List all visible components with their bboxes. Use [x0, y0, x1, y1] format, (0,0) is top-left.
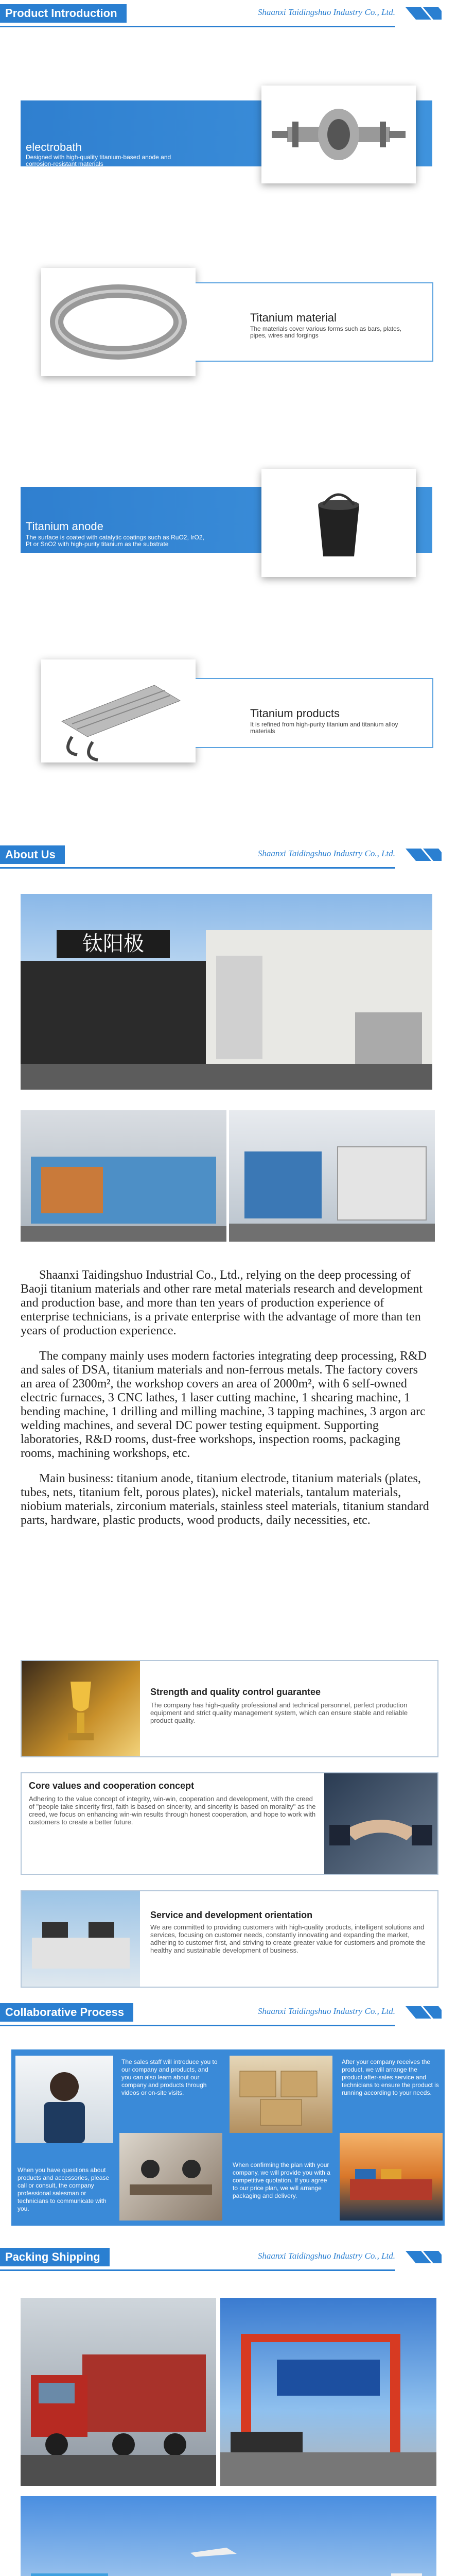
section-title: Product Introduction [0, 4, 127, 23]
product-image-titanium-material [41, 268, 196, 376]
product-desc: Designed with high-quality titanium-based anode and corrosion-resistant materials [26, 154, 171, 167]
process-image-meeting [119, 2133, 222, 2221]
company-name: Shaanxi Taidingshuo Industry Co., Ltd. [257, 7, 395, 17]
product-title: Titanium anode [26, 520, 103, 533]
divider [0, 867, 395, 869]
process-image-support [15, 2056, 113, 2143]
about-paragraph: Main business: titanium anode, titanium electrode, titanium materials (plates, tubes, nets, titanium felt, porous plates), nickel materials, tantalum materials, niobium materials, zirconium materials, stainless steel materials, titanium standard parts, hardware, plastic products, wood products, daily necessities, etc. [21, 1472, 429, 1527]
section-header-shipping [0, 2244, 457, 2270]
factory-sign: 钛阳极 [57, 930, 170, 958]
process-step-3: When confirming the plan with your company, we will provide you with a competitive quotation. If you agree to our price plan, we will arrange packaging and delivery. [233, 2161, 330, 2199]
product-desc: The surface is coated with catalytic coatings such as RuO2, IrO2, Pt or SnO2 with high-purity titanium as the substrate [26, 534, 204, 548]
product-title: Titanium material [250, 311, 337, 324]
card-desc: Adhering to the value concept of integrity, win-win, cooperation and development, with the creed of "people take sincerity first, faith is based on sincerity, and sincerity is based on morality" as the creed, we focus on enhancing win-win results through honest cooperation, and hope to work with customers to create a better future. [29, 1795, 316, 1826]
chevron-decor-icon [406, 2003, 442, 2022]
product-image-titanium-anode [261, 469, 416, 577]
factory-building-photo [21, 894, 432, 1090]
process-image-packaging [230, 2056, 332, 2133]
process-step-4: After your company receives the product, we will arrange the product after-sales service and technicians to ensure the product is running according to your needs. [342, 2058, 439, 2096]
card-title: Service and development orientation [150, 1910, 313, 1920]
section-header-product-intro [0, 0, 457, 27]
product-image-titanium-products [41, 659, 196, 762]
section-title: Packing Shipping [0, 2248, 110, 2266]
divider [0, 26, 395, 27]
product-desc: It is refined from high-purity titanium and titanium alloy materials [250, 721, 398, 735]
about-card-values [21, 1772, 438, 1875]
shipping-photo-crane [220, 2298, 436, 2486]
shipping-photo-port [21, 2496, 436, 2576]
office-image [22, 1891, 140, 1987]
about-text [21, 1268, 432, 1539]
handshake-image [324, 1773, 437, 1874]
product-card-titanium-products[interactable] [196, 678, 433, 748]
trophy-image [22, 1661, 140, 1756]
shipping-photo-truck [21, 2298, 216, 2486]
section-title: About Us [0, 845, 65, 864]
about-card-quality [21, 1660, 438, 1757]
product-card-titanium-material[interactable] [196, 282, 433, 362]
section-header-process [0, 1999, 457, 2026]
process-step-2: The sales staff will introduce you to our company and products, and you can also learn about our company and products through videos or on-site visits. [121, 2058, 218, 2096]
chevron-decor-icon [406, 845, 442, 864]
divider [0, 2269, 395, 2271]
chevron-decor-icon [406, 4, 442, 23]
workshop-photo-furnace [21, 1110, 226, 1242]
about-paragraph: Shaanxi Taidingshuo Industrial Co., Ltd., relying on the deep processing of Baoji titanium materials and other rare metal materials research and development and production base, and more than ten years of production experience of enterprise technicians, is a private enterprise with the advantage of more than ten years of production experience. [21, 1268, 423, 1337]
workshop-photo-lathes [229, 1110, 435, 1242]
company-name: Shaanxi Taidingshuo Industry Co., Ltd. [257, 2006, 395, 2016]
chevron-decor-icon [406, 2248, 442, 2266]
card-title: Strength and quality control guarantee [150, 1687, 321, 1697]
about-card-service [21, 1890, 438, 1988]
divider [0, 2025, 395, 2026]
product-title: electrobath [26, 141, 82, 154]
product-title: Titanium products [250, 707, 340, 720]
product-image-electrobath [261, 86, 416, 183]
card-desc: We are committed to providing customers with high-quality products, intelligent solutions and services, focusing on customer needs, constantly innovating and expanding the market, adhering to customer first, and striving to create greater value for customers and promote the healthy and sustainable development of business. [150, 1923, 426, 1954]
card-desc: The company has high-quality professional and technical personnel, perfect production equipment and strict quality management system, which can ensure stable and reliable product quality. [150, 1701, 408, 1724]
about-paragraph: The company mainly uses modern factories integrating deep processing, R&D and sales of DSA, titanium materials and non-ferrous metals. The factory covers an area of 2300m², the workshop covers an area of 2000m², with 6 self-owned electric furnaces, 3 CNC lathes, 1 laser cutting machine, 1 shearing machine, 1 bending machine, 1 drilling and milling machine, 3 tapping machines, 3 argon arc welding machines, and several DC power testing equipment. Supporting laboratories, R&D rooms, dust-free workshops, inspection rooms, packaging rooms, machining workshops, etc. [21, 1349, 427, 1460]
process-step-1: When you have questions about products and accessories, please call or consult, the company professional salesman or technicians to communicate with you. [17, 2166, 110, 2212]
company-name: Shaanxi Taidingshuo Industry Co., Ltd. [257, 2251, 395, 2261]
section-title: Collaborative Process [0, 2003, 133, 2022]
card-title: Core values and cooperation concept [29, 1781, 195, 1791]
company-name: Shaanxi Taidingshuo Industry Co., Ltd. [257, 849, 395, 858]
process-image-port [340, 2133, 443, 2221]
product-desc: The materials cover various forms such as bars, plates, pipes, wires and forgings [250, 325, 402, 339]
section-header-about-us [0, 841, 457, 868]
